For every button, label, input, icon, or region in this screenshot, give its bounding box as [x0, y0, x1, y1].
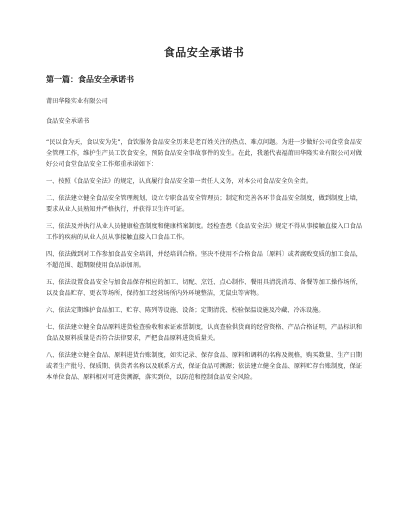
document-title: 食品安全承诺书	[163, 46, 245, 59]
spacer	[46, 107, 362, 117]
commitment-item-8: 八、依法建立健全食品、原料进货台账制度，如实记录、保存食品、原料和调料的名称及规格，购买数量、生产日期或者生产批号、保质期、供货者名称以及联系方式，保证食品可溯源；依法建立健全食品、原料贮存台账制度，保证本单位食品、原料相对可进货溯源，落实到位，以防范和控制食品安全风险。	[46, 352, 362, 381]
commitment-item-6: 六、依法定期维护食品加工、贮存、陈列等设施、设备；定期清洗、校验保温设施及冷藏、冷冻设施。	[46, 307, 325, 314]
company-name: 莆田华隆实业有限公司	[46, 98, 108, 105]
commitment-item-5: 五、依法设置食品安全与加食品保存相应的加工、切配、烹饪、点心制作、餐用具清洗消毒、备餐等加工操作场所，以及食品贮存、更衣等场所，保持加工经营场所内外环境整洁，无鼠虫等害物。	[46, 279, 362, 297]
commitment-item-4: 四、依法做到对工作参加食品安全培训，并经培训合格。坚决不使用不合格食品〔原料〕或者腐败变质的加工食品，不超范围、超期限使用食品添加剂。	[46, 251, 362, 269]
chapter-heading: 第一篇：食品安全承诺书	[46, 75, 134, 84]
commitment-item-7: 七、依法建立健全食品原料进货检查验收和索证索票制度，认真查验供货商的经营资格、产品合格证明，产品标识和食品及原料质量是否符合法律要求，严把食品原料进货质量关。	[46, 324, 362, 342]
document-subtitle: 食品安全承诺书	[46, 118, 90, 125]
commitment-item-2: 二、依法建立健全食品安全管理规划，设立专职食品安全管理员；制定和完善各环节食品安全制度，做到制度上墙，要求从业人员熟知并严格执行，并获得卫生许可证。	[46, 195, 362, 213]
intro-paragraph: “民以食为天，食以安为先”，食饮服务食品安全历来是老百姓关注的热点、难点问题。为进一步做好公司食堂食品安全管理工作，维护生产员工饮食安全，预防食品安全事故事件的发生。在此，我谨代表福莆田华隆实业有限公司对做好公司食堂食品安全工作郑重承诺如下：	[46, 139, 362, 168]
commitment-item-3: 三、依法及并执行从业人员健康检查制度和健康档案制度。经检查患《食品安全法》规定不得从事接触直接入口食品工作的疾病的从业人员从事接触直接入口食品工作。	[46, 223, 362, 241]
commitment-item-1: 一、按照《食品安全法》的规定，认真履行食品安全第一责任人义务，对本公司食品安全负全责。	[46, 178, 313, 185]
spacer	[46, 127, 362, 137]
